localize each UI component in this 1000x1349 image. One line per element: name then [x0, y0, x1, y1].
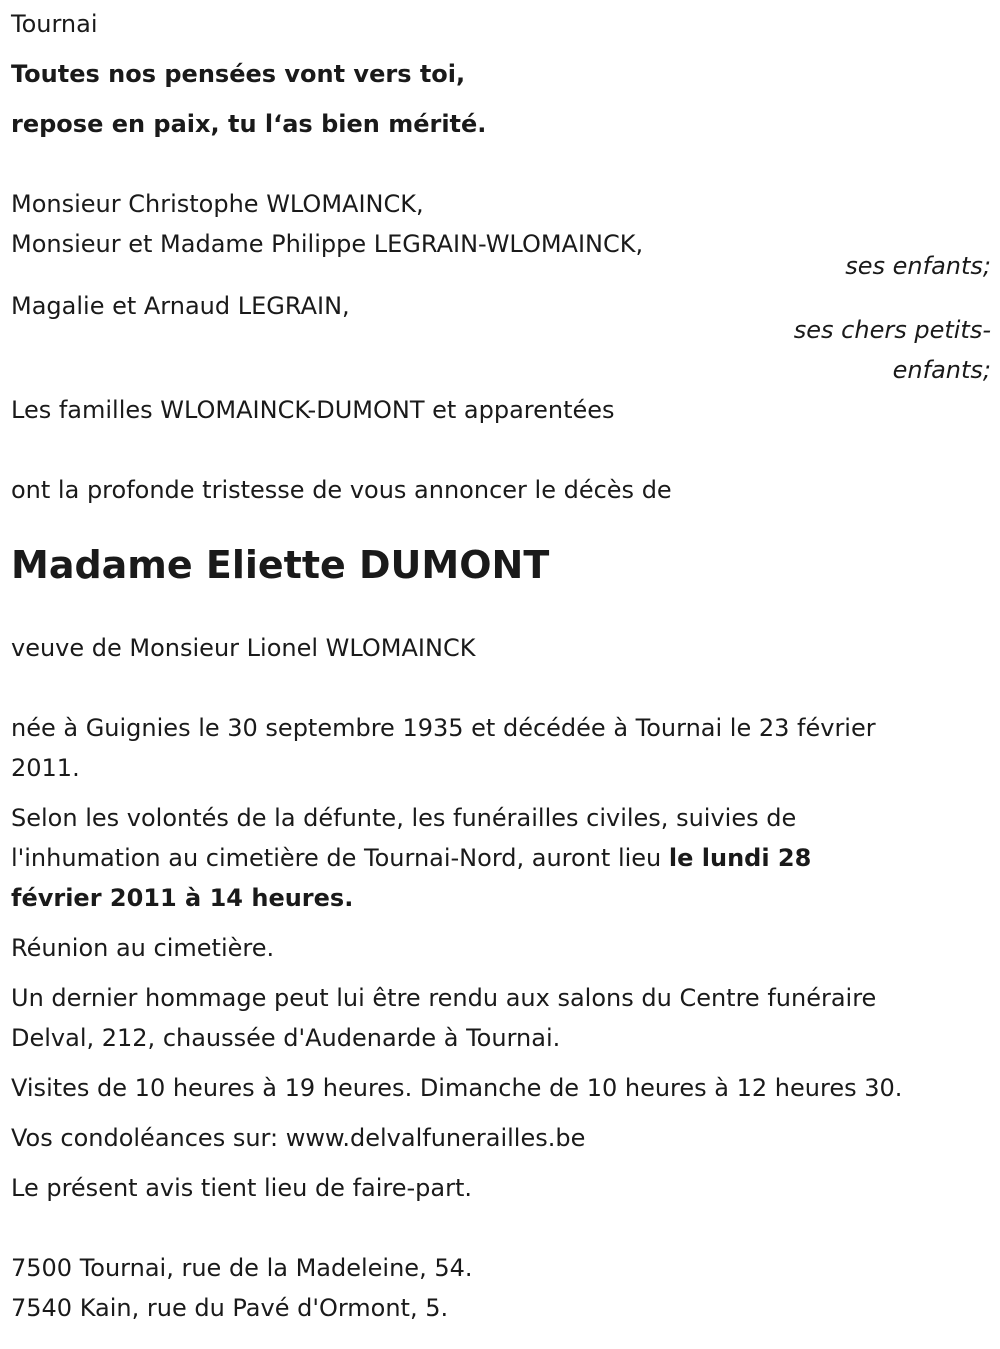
children-line-1: Monsieur Christophe WLOMAINCK, [11, 190, 424, 218]
address-1: 7500 Tournai, rue de la Madeleine, 54. [11, 1254, 473, 1282]
announcement: ont la profonde tristesse de vous annoncer le décès de [11, 476, 672, 504]
families-line: Les familles WLOMAINCK-DUMONT et apparentées [11, 396, 615, 424]
grandchildren-line: Magalie et Arnaud LEGRAIN, [11, 292, 350, 320]
tribute-line-2: Delval, 212, chaussée d'Audenarde à Tournai. [11, 1024, 561, 1052]
funeral-date-part-2: février 2011 à 14 heures. [11, 884, 354, 912]
widow-of: veuve de Monsieur Lionel WLOMAINCK [11, 634, 476, 662]
funeral-line-2 [11, 838, 991, 878]
children-role: ses enfants; [845, 252, 991, 280]
dates-line-2: 2011. [11, 754, 80, 782]
deceased-name: Madame Eliette DUMONT [11, 543, 550, 587]
address-2: 7540 Kain, rue du Pavé d'Ormont, 5. [11, 1294, 449, 1322]
funeral-date-part-1: le lundi 28 [668, 844, 812, 872]
meeting-point: Réunion au cimetière. [11, 934, 275, 962]
quote-line-2: repose en paix, tu l‘as bien mérité. [11, 110, 487, 138]
tribute-line-1: Un dernier hommage peut lui être rendu aux salons du Centre funéraire [11, 984, 877, 1012]
grandchildren-role-2: enfants; [892, 356, 991, 384]
dates-line-1: née à Guignies le 30 septembre 1935 et décédée à Tournai le 23 février [11, 714, 876, 742]
visiting-hours: Visites de 10 heures à 19 heures. Dimanche de 10 heures à 12 heures 30. [11, 1074, 903, 1102]
children-line-2: Monsieur et Madame Philippe LEGRAIN-WLOMAINCK, [11, 230, 644, 258]
city: Tournai [11, 10, 98, 38]
funeral-line-2-text: l'inhumation au cimetière de Tournai-Nord, auront lieu [11, 844, 669, 872]
quote-line-1: Toutes nos pensées vont vers toi, [11, 60, 466, 88]
notice: Le présent avis tient lieu de faire-part. [11, 1174, 473, 1202]
funeral-line-1: Selon les volontés de la défunte, les funérailles civiles, suivies de [11, 804, 797, 832]
condolences: Vos condoléances sur: www.delvalfunerailles.be [11, 1124, 586, 1152]
grandchildren-role-1: ses chers petits- [793, 316, 991, 344]
obituary-notice [11, 4, 991, 1328]
